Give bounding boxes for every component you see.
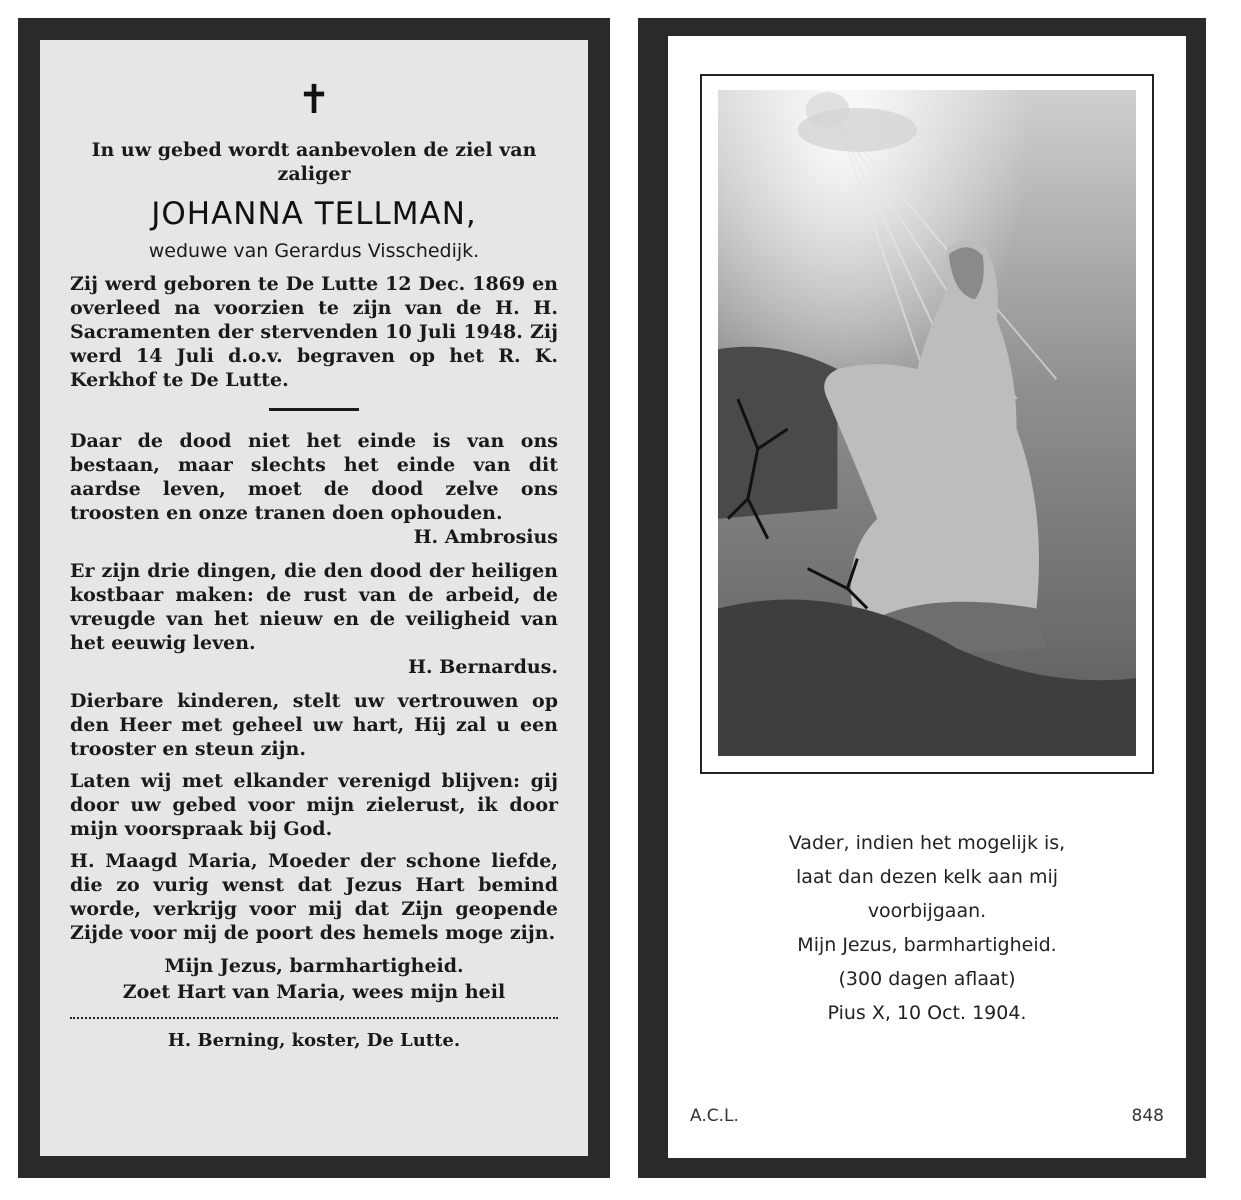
paragraph-maria: H. Maagd Maria, Moeder der schone liefde, die zo vurig wenst dat Jezus Hart bemind worde, verkrijg voor mij dat Zijn geopende Zijde voor mij de poort des hemels moge zijn.: [70, 850, 558, 944]
praying-jesus-image: [718, 90, 1136, 756]
image-side-paper: [668, 36, 1186, 1158]
prayer-line-5: (300 dagen aflaat): [838, 968, 1016, 990]
prayer-text: [668, 826, 1186, 1030]
prayer-line-3: voorbijgaan.: [867, 900, 987, 922]
praying-figure-icon: [718, 90, 1136, 756]
prayer-line-2: laat dan dezen kelk aan mij: [795, 866, 1059, 888]
cross-icon: ✝: [297, 77, 331, 123]
card-number: 848: [1131, 1106, 1164, 1126]
intro-line: In uw gebed wordt aanbevolen de ziel van zaliger: [91, 139, 537, 185]
divider-rule: [269, 408, 359, 411]
quote-bernardus-attribution: H. Bernardus.: [408, 656, 558, 678]
memorial-card-text-side: [18, 18, 610, 1178]
dotted-rule: [70, 1017, 558, 1019]
quote-ambrosius-attribution: H. Ambrosius: [413, 526, 558, 548]
quote-ambrosius: Daar de dood niet het einde is van ons bestaan, maar slechts het einde van dit aardse leven, moet de dood zelve ons troosten en onze tranen doen ophouden.: [70, 430, 558, 524]
paragraph-children: Dierbare kinderen, stelt uw vertrouwen op den Heer met geheel uw hart, Hij zal u een trooster en steun zijn.: [70, 690, 558, 760]
widow-line: weduwe van Gerardus Visschedijk.: [148, 240, 480, 262]
publisher-mark: A.C.L.: [690, 1106, 739, 1126]
prayer-line-6: Pius X, 10 Oct. 1904.: [827, 1002, 1027, 1024]
prayer-line-1: Vader, indien het mogelijk is,: [788, 832, 1066, 854]
biography-paragraph: Zij werd geboren te De Lutte 12 Dec. 1869 en overleed na voorzien te zijn van de H. H. Sacramenten der stervenden 10 Juli 1948. Zij werd 14 Juli d.o.v. begraven op het R. K. Kerkhof te De Lutte.: [70, 273, 558, 391]
paragraph-united: Laten wij met elkander verenigd blijven: gij door uw gebed voor mijn zielerust, ik door mijn voorspraak bij God.: [70, 770, 558, 840]
quote-bernardus: Er zijn drie dingen, die den dood der heiligen kostbaar maken: de rust van de arbeid, de vreugde van het nieuw en de veiligheid van het eeuwig leven.: [70, 560, 558, 654]
ejaculation-jezus: Mijn Jezus, barmhartigheid.: [164, 955, 464, 977]
koster-credit: H. Berning, koster, De Lutte.: [167, 1030, 461, 1051]
text-side-paper: [40, 40, 588, 1156]
devotional-image-frame: [700, 74, 1154, 774]
ejaculation-maria: Zoet Hart van Maria, wees mijn heil: [122, 981, 506, 1003]
memorial-card-image-side: [638, 18, 1206, 1178]
deceased-name: JOHANNA TELLMAN,: [151, 196, 477, 232]
prayer-line-4: Mijn Jezus, barmhartigheid.: [797, 934, 1057, 956]
